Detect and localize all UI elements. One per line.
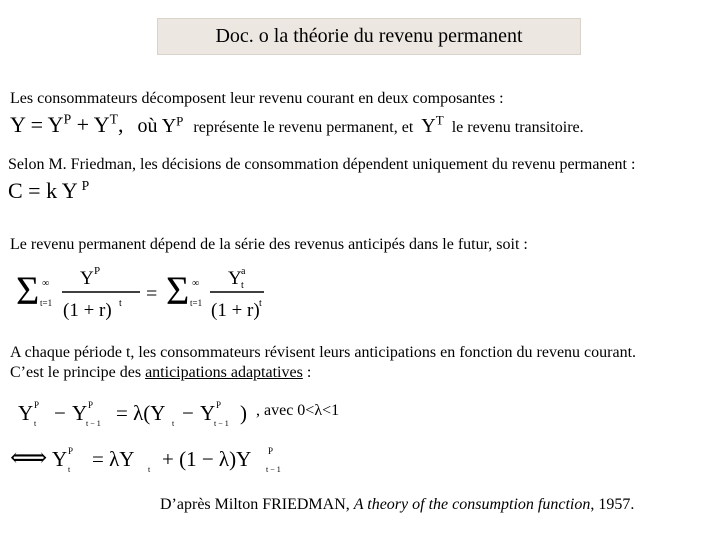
svg-text:t: t	[68, 465, 71, 474]
eq1-main: $Y = Y^P + Y^T$,	[10, 111, 124, 137]
equation-consumption: C = k Y $^P$	[8, 177, 90, 203]
adaptive-equation	[16, 396, 256, 430]
summation-equals: =	[146, 283, 158, 305]
adapt-minus: −	[54, 401, 66, 425]
citation: D’après Milton FRIEDMAN, A theory of the consumption function, 1957.	[160, 496, 635, 513]
adapt-lambda: = λ(Y	[116, 401, 166, 425]
left-numerator-sup: P	[94, 265, 101, 277]
svg-text:P: P	[34, 400, 40, 410]
eq1-yt-text: le revenu transitoire.	[451, 119, 584, 136]
svg-text:P: P	[88, 400, 94, 410]
svg-text:): )	[240, 401, 247, 425]
svg-text:t: t	[172, 419, 175, 428]
svg-text:t: t	[148, 465, 151, 474]
citation-book-title: A theory of the consumption function	[353, 496, 591, 513]
sigma-right: Σ	[166, 268, 190, 313]
sigma-left-lower: t=1	[40, 298, 53, 308]
paragraph-friedman: Selon M. Friedman, les décisions de consommation dépendent uniquement du revenu permanent :	[8, 156, 636, 173]
right-numerator: Y	[228, 268, 242, 289]
right-numerator-sub: t	[241, 280, 244, 291]
svg-text:P: P	[68, 446, 74, 456]
svg-text:P: P	[268, 446, 274, 456]
left-numerator: Y	[80, 268, 94, 289]
svg-text:t − 1: t − 1	[214, 419, 229, 428]
sigma-right-lower: t=1	[190, 298, 203, 308]
result-equation	[10, 440, 310, 478]
adapt-yp-t1: Y	[72, 401, 88, 425]
right-numerator-sup: a	[241, 266, 246, 277]
right-denominator: (1 + r)	[211, 300, 260, 321]
paragraph-anticipations: A chaque période t, les consommateurs révisent leurs anticipations en fonction du revenu courant.	[10, 344, 637, 361]
left-denominator: (1 + r)	[63, 300, 112, 321]
result-yp-t: Y	[52, 447, 68, 471]
adaptive-anticipations-term: anticipations adaptatives	[145, 364, 303, 381]
adapt-yp-t1-right: Y	[200, 401, 216, 425]
eq1-ou: où $Y^P$	[137, 113, 184, 137]
adapt-yp-t: Y	[18, 401, 34, 425]
result-lambda-y: = λY	[92, 447, 135, 471]
eq1-yt: $Y^T$	[421, 112, 444, 137]
summation-equation	[14, 262, 274, 324]
paragraph-decomposition: Les consommateurs décomposent leur revenu courant en deux composantes :	[10, 90, 504, 107]
svg-text:−: −	[182, 401, 194, 425]
adaptive-condition: , avec 0<λ<1	[256, 402, 340, 419]
title-box	[157, 18, 581, 55]
sigma-right-upper: ∞	[192, 278, 200, 289]
svg-text:t: t	[34, 419, 37, 428]
equation-decomposition	[10, 112, 584, 138]
left-denominator-sup: t	[119, 298, 122, 309]
right-denominator-sup: t	[259, 298, 262, 309]
paragraph-adaptive: C’est le principe des anticipations adaptatives :	[10, 364, 312, 381]
svg-text:t − 1: t − 1	[266, 465, 281, 474]
svg-text:P: P	[216, 400, 222, 410]
sigma-left-upper: ∞	[42, 278, 50, 289]
result-one-minus-lambda: + (1 − λ)Y	[162, 447, 252, 471]
sigma-left: Σ	[16, 268, 40, 313]
svg-text:t − 1: t − 1	[86, 419, 101, 428]
paragraph-permanent-income: Le revenu permanent dépend de la série des revenus anticipés dans le futur, soit :	[10, 236, 528, 253]
equivalence-arrow: ⟺	[10, 443, 48, 472]
eq1-explanation: représente le revenu permanent, et	[193, 119, 414, 136]
page-title: Doc. o la théorie du revenu permanent	[215, 25, 523, 47]
